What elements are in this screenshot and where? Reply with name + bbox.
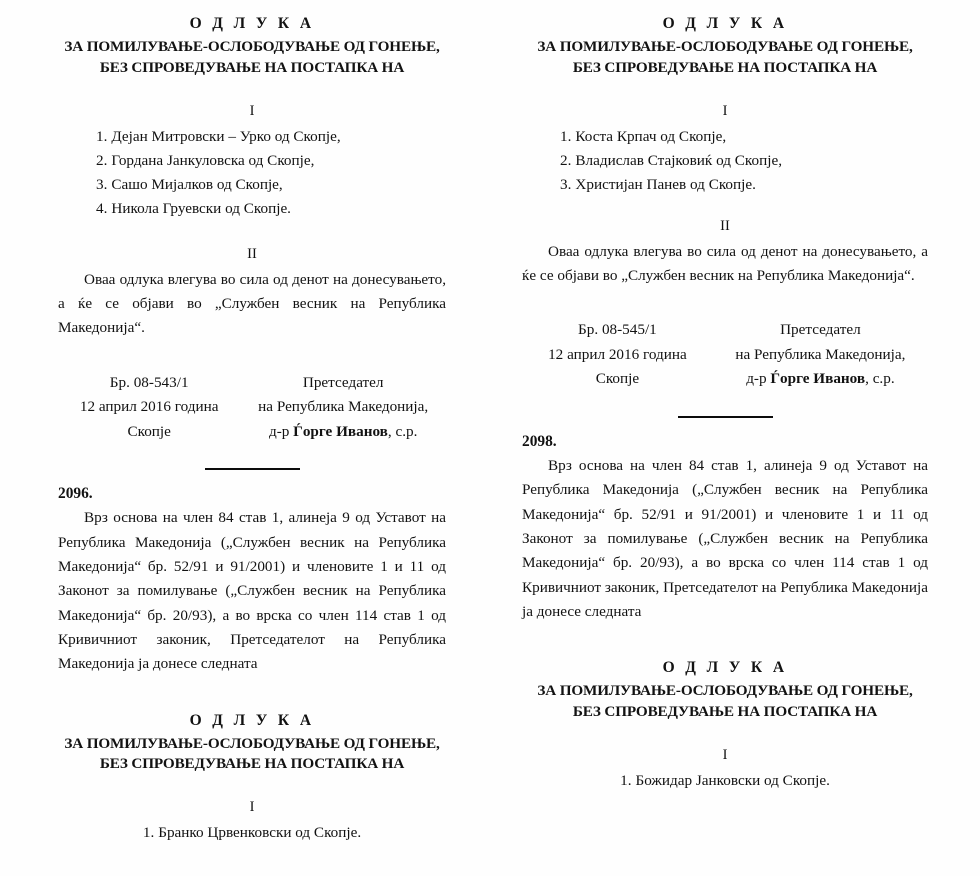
decision-heading-line-1: ЗА ПОМИЛУВАЊЕ-ОСЛОБОДУВАЊЕ ОД ГОНЕЊЕ, bbox=[537, 682, 913, 700]
section-mark-ii: II bbox=[247, 245, 257, 262]
signatory-title: д-р bbox=[268, 422, 294, 440]
decision-heading-line-2: БЕЗ СПРОВЕДУВАЊЕ НА ПОСТАПКА НА bbox=[99, 755, 405, 773]
pardoned-person-list bbox=[522, 125, 928, 197]
decision-date: 12 април 2016 година bbox=[79, 398, 219, 416]
list-item bbox=[58, 821, 446, 845]
section-mark-i: I bbox=[249, 102, 255, 119]
decision-heading-odluka: О Д Л У К А bbox=[189, 711, 315, 729]
list-item bbox=[522, 173, 928, 197]
signature-block bbox=[522, 318, 928, 392]
signatory-name-line bbox=[713, 367, 928, 392]
section-mark-i: I bbox=[722, 746, 728, 763]
section-mark-i: I bbox=[249, 799, 255, 816]
list-item-name: Божидар Јанковски од Скопје. bbox=[635, 771, 830, 789]
item-number: 2096. bbox=[58, 485, 93, 503]
decision-place: Скопје bbox=[595, 370, 640, 388]
right-item-2098 bbox=[522, 432, 928, 624]
list-item-name: Владислав Стајковиќ од Скопје, bbox=[575, 151, 783, 169]
pardoned-person-list bbox=[58, 125, 446, 221]
list-item-number: 1. bbox=[560, 127, 572, 145]
left-decision-bottom bbox=[58, 711, 446, 846]
decision-heading bbox=[522, 658, 928, 722]
list-item-name: Христијан Панев од Скопје. bbox=[575, 175, 756, 193]
legal-basis-paragraph: Врз основа на член 84 став 1, алинеја 9 од Уставот на Република Македонија („Службен весник на Република Македонија“ бр. 52/91 и 91/2001) и членовите 1 и 11 од Законот за помилување („Службен весник на Република Македонија“ бр. 20/93), а во врска со член 114 став 1 од Кривичниот законик, Претседателот на Република Македонија ја донесе следната bbox=[522, 457, 928, 620]
list-item-number: 1. bbox=[142, 824, 155, 842]
list-item-number: 4. bbox=[96, 199, 108, 217]
list-item-number: 1. bbox=[96, 127, 108, 145]
item-number: 2098. bbox=[522, 433, 557, 451]
section-mark-i: I bbox=[722, 102, 728, 119]
decision-heading-line-1: ЗА ПОМИЛУВАЊЕ-ОСЛОБОДУВАЊЕ ОД ГОНЕЊЕ, bbox=[64, 734, 440, 752]
decision-heading-odluka: О Д Л У К А bbox=[189, 15, 315, 32]
signatory-role-line-1: Претседател bbox=[302, 373, 384, 391]
decision-number: Бр. 08-543/1 bbox=[109, 373, 189, 391]
signature-reference bbox=[522, 318, 713, 392]
decision-heading bbox=[58, 14, 446, 78]
decision-heading-odluka: О Д Л У К А bbox=[662, 15, 788, 32]
right-column bbox=[490, 0, 980, 876]
signatory-suffix: , с.р. bbox=[865, 370, 895, 388]
decision-heading-line-2: БЕЗ СПРОВЕДУВАЊЕ НА ПОСТАПКА НА bbox=[99, 58, 405, 76]
left-item-2096 bbox=[58, 484, 446, 676]
signatory-role-line-1: Претседател bbox=[780, 321, 861, 339]
section-mark-ii: II bbox=[720, 217, 730, 234]
decision-heading bbox=[522, 14, 928, 78]
left-decision-top bbox=[58, 14, 446, 444]
signatory-name: Ѓорге Иванов bbox=[293, 422, 388, 440]
signatory bbox=[713, 318, 928, 392]
list-item-name: Коста Крпач од Скопје, bbox=[575, 127, 727, 145]
list-item-number: 2. bbox=[560, 151, 572, 169]
list-item bbox=[58, 173, 446, 197]
list-item-number: 2. bbox=[96, 151, 108, 169]
decision-effect-paragraph: Оваа одлука влегува во сила од денот на донесувањето, а ќе се објави во „Службен весник на Република Македонија“. bbox=[522, 242, 928, 284]
decision-place: Скопје bbox=[127, 422, 171, 440]
right-decision-bottom bbox=[522, 658, 928, 793]
spacer bbox=[58, 677, 446, 711]
signatory-title: д-р bbox=[746, 370, 771, 388]
signatory-name-line bbox=[240, 420, 446, 445]
signature-reference bbox=[58, 371, 240, 445]
list-item bbox=[58, 149, 446, 173]
signatory-role-line-2: на Република Македонија, bbox=[258, 398, 429, 416]
decision-number: Бр. 08-545/1 bbox=[578, 321, 657, 339]
signature-block bbox=[58, 371, 446, 445]
horizontal-rule bbox=[678, 416, 773, 418]
list-item-name: Дејан Митровски – Урко од Скопје, bbox=[111, 127, 341, 145]
pardoned-person-list bbox=[58, 821, 446, 845]
list-item bbox=[522, 149, 928, 173]
list-item bbox=[58, 197, 446, 221]
signatory bbox=[240, 371, 446, 445]
signatory-suffix: , с.р. bbox=[387, 422, 418, 440]
section-separator-wrap bbox=[522, 416, 928, 418]
pardoned-person-list bbox=[522, 769, 928, 793]
list-item-name: Бранко Црвенковски од Скопје. bbox=[158, 824, 362, 842]
list-item-number: 1. bbox=[620, 771, 632, 789]
list-item-name: Никола Груевски од Скопје. bbox=[111, 199, 291, 217]
decision-heading-line-1: ЗА ПОМИЛУВАЊЕ-ОСЛОБОДУВАЊЕ ОД ГОНЕЊЕ, bbox=[537, 38, 913, 56]
list-item-number: 3. bbox=[96, 175, 108, 193]
list-item-name: Гордана Јанкуловска од Скопје, bbox=[111, 151, 315, 169]
list-item bbox=[522, 125, 928, 149]
signatory-name: Ѓорге Иванов bbox=[770, 370, 866, 388]
decision-heading-line-2: БЕЗ СПРОВЕДУВАЊЕ НА ПОСТАПКА НА bbox=[572, 703, 878, 721]
legal-basis-paragraph: Врз основа на член 84 став 1, алинеја 9 од Уставот на Република Македонија („Службен весник на Република Македонија“ бр. 52/91 и 91/2001) и членовите 1 и 11 од Законот за помилување („Службен весник на Република Македонија“ бр. 20/93), а во врска со член 114 став 1 од Кривичниот законик, Претседателот на Република Македонија ја донесе следната bbox=[58, 509, 446, 673]
right-decision-top bbox=[522, 14, 928, 392]
horizontal-rule bbox=[205, 468, 300, 470]
list-item bbox=[58, 125, 446, 149]
spacer bbox=[522, 624, 928, 658]
section-separator-wrap bbox=[58, 468, 446, 470]
decision-heading bbox=[58, 711, 446, 775]
signatory-role-line-2: на Република Македонија, bbox=[735, 345, 906, 363]
list-item-name: Сашо Мијалков од Скопје, bbox=[111, 175, 283, 193]
decision-heading-line-1: ЗА ПОМИЛУВАЊЕ-ОСЛОБОДУВАЊЕ ОД ГОНЕЊЕ, bbox=[64, 38, 440, 56]
list-item-number: 3. bbox=[560, 175, 572, 193]
decision-heading-odluka: О Д Л У К А bbox=[662, 659, 788, 677]
list-item bbox=[522, 769, 928, 793]
decision-effect-paragraph: Оваа одлука влегува во сила од денот на донесувањето, а ќе се објави во „Службен весник на Република Македонија“. bbox=[58, 270, 446, 337]
decision-heading-line-2: БЕЗ СПРОВЕДУВАЊЕ НА ПОСТАПКА НА bbox=[572, 58, 878, 76]
decision-date: 12 април 2016 година bbox=[548, 345, 687, 363]
